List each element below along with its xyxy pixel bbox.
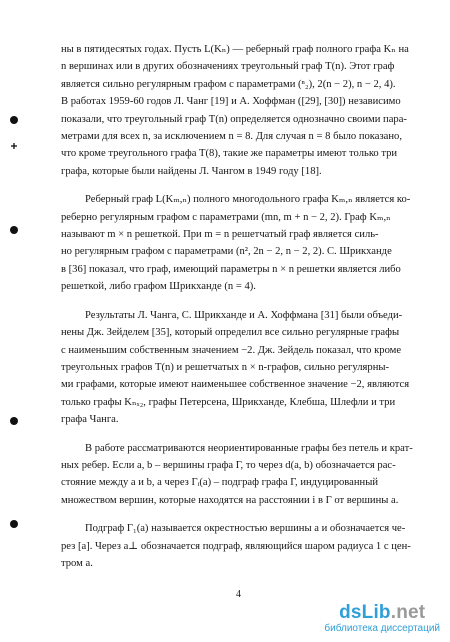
text-line: n вершинах или в других обозначениях треугольный граф T(n). Этот граф bbox=[61, 61, 395, 73]
page-number: 4 bbox=[236, 589, 241, 600]
watermark-logo bbox=[324, 603, 440, 623]
text-line: реберно регулярным графом с параметрами (mn, m + n − 2, 2). Граф Kₘ,ₙ bbox=[61, 211, 391, 223]
watermark-brand-tld: .net bbox=[390, 602, 426, 623]
text-line: Реберный граф L(Kₘ,ₙ) полного многодольного графа Kₘ,ₙ является ко- bbox=[85, 194, 411, 206]
text-line: Результаты Л. Чанга, С. Шрикханде и А. Хоффмана [31] были объеди- bbox=[85, 309, 403, 321]
text-line: является сильно регулярным графом с параметрами (ⁿ₂), 2(n − 2), n − 2, 4). bbox=[61, 78, 396, 90]
text-line: решеткой, либо графом Шрикханде (n = 4). bbox=[61, 281, 256, 293]
watermark-subtitle: библиотека диссертаций bbox=[324, 623, 440, 634]
text-line: ных ребер. Если a, b – вершины графа Γ, то через d(a, b) обозначается рас- bbox=[61, 459, 396, 471]
dslib-watermark bbox=[324, 603, 440, 635]
text-line: стояние между a и b, а через Γᵢ(a) – подграф графа Γ, индуцированный bbox=[61, 477, 378, 489]
text-line: ми графами, которые имеют наименьшее собственное значение −2, являются bbox=[61, 379, 410, 391]
text-line: но регулярным графом с параметрами (n², 2n − 2, n − 2, 2). С. Шрикханде bbox=[61, 246, 392, 258]
text-line: показали, что треугольный граф T(n) определяется однозначно своими пара- bbox=[61, 113, 407, 125]
paragraph-definitions bbox=[61, 440, 441, 510]
text-line: только графы Kₙₓ₂, графы Петерсена, Шрикханде, Клебша, Шлефли и три bbox=[61, 396, 396, 408]
text-line: В работе рассматриваются неориентированные графы без петель и крат- bbox=[85, 442, 413, 454]
text-line: называют m × n решеткой. При m = n решетчатый граф является силь- bbox=[61, 229, 379, 241]
text-line: тром a. bbox=[61, 557, 93, 569]
watermark-brand-main: dsLib bbox=[339, 602, 391, 623]
paragraph-lattice-graph bbox=[61, 191, 441, 295]
text-line: графа Чанга. bbox=[61, 414, 119, 426]
text-line: рез [a]. Через a⊥ обозначается подграф, являющийся шаром радиуса 1 с цен- bbox=[61, 540, 411, 552]
cross-mark-icon bbox=[11, 143, 17, 149]
text-line: ны в пятидесятых годах. Пусть L(Kₙ) — реберный граф полного графа Kₙ на bbox=[61, 44, 409, 55]
text-line: Подграф Γ₁(a) называется окрестностью вершины a и обозначается че- bbox=[85, 523, 406, 535]
text-line: треугольных графов T(n) и решетчатых n × n-графов, сильно регулярны- bbox=[61, 361, 390, 373]
text-line: что кроме треугольного графа T(8), такие же параметры имеют только три bbox=[61, 148, 398, 160]
binder-margin bbox=[0, 0, 30, 642]
binder-hole-icon bbox=[10, 520, 18, 528]
text-line: нены Дж. Зейделем [35], который определил все сильно регулярные графы bbox=[61, 327, 400, 339]
binder-hole-icon bbox=[10, 417, 18, 425]
paragraph-line-graph-complete bbox=[61, 41, 441, 180]
document-body bbox=[61, 41, 441, 572]
text-line: в [36] показал, что граф, имеющий параметры n × n решетки является либо bbox=[61, 263, 401, 275]
paragraph-seidel-results bbox=[61, 307, 441, 429]
text-line: метрами для всех n, за исключением n = 8. Для случая n = 8 было показано, bbox=[61, 131, 402, 143]
text-line: В работах 1959-60 годов Л. Чанг [19] и А. Хоффман ([29], [30]) независимо bbox=[61, 96, 401, 108]
binder-hole-icon bbox=[10, 226, 18, 234]
text-line: графа, которые были найдены Л. Чангом в 1949 году [18]. bbox=[61, 165, 322, 177]
text-line: множеством вершин, которые находятся на расстоянии i в Γ от вершины a. bbox=[61, 494, 399, 506]
paragraph-neighbourhood bbox=[61, 520, 441, 572]
binder-hole-icon bbox=[10, 116, 18, 124]
text-line: с наименьшим собственным значением −2. Дж. Зейдель показал, что кроме bbox=[61, 344, 402, 356]
